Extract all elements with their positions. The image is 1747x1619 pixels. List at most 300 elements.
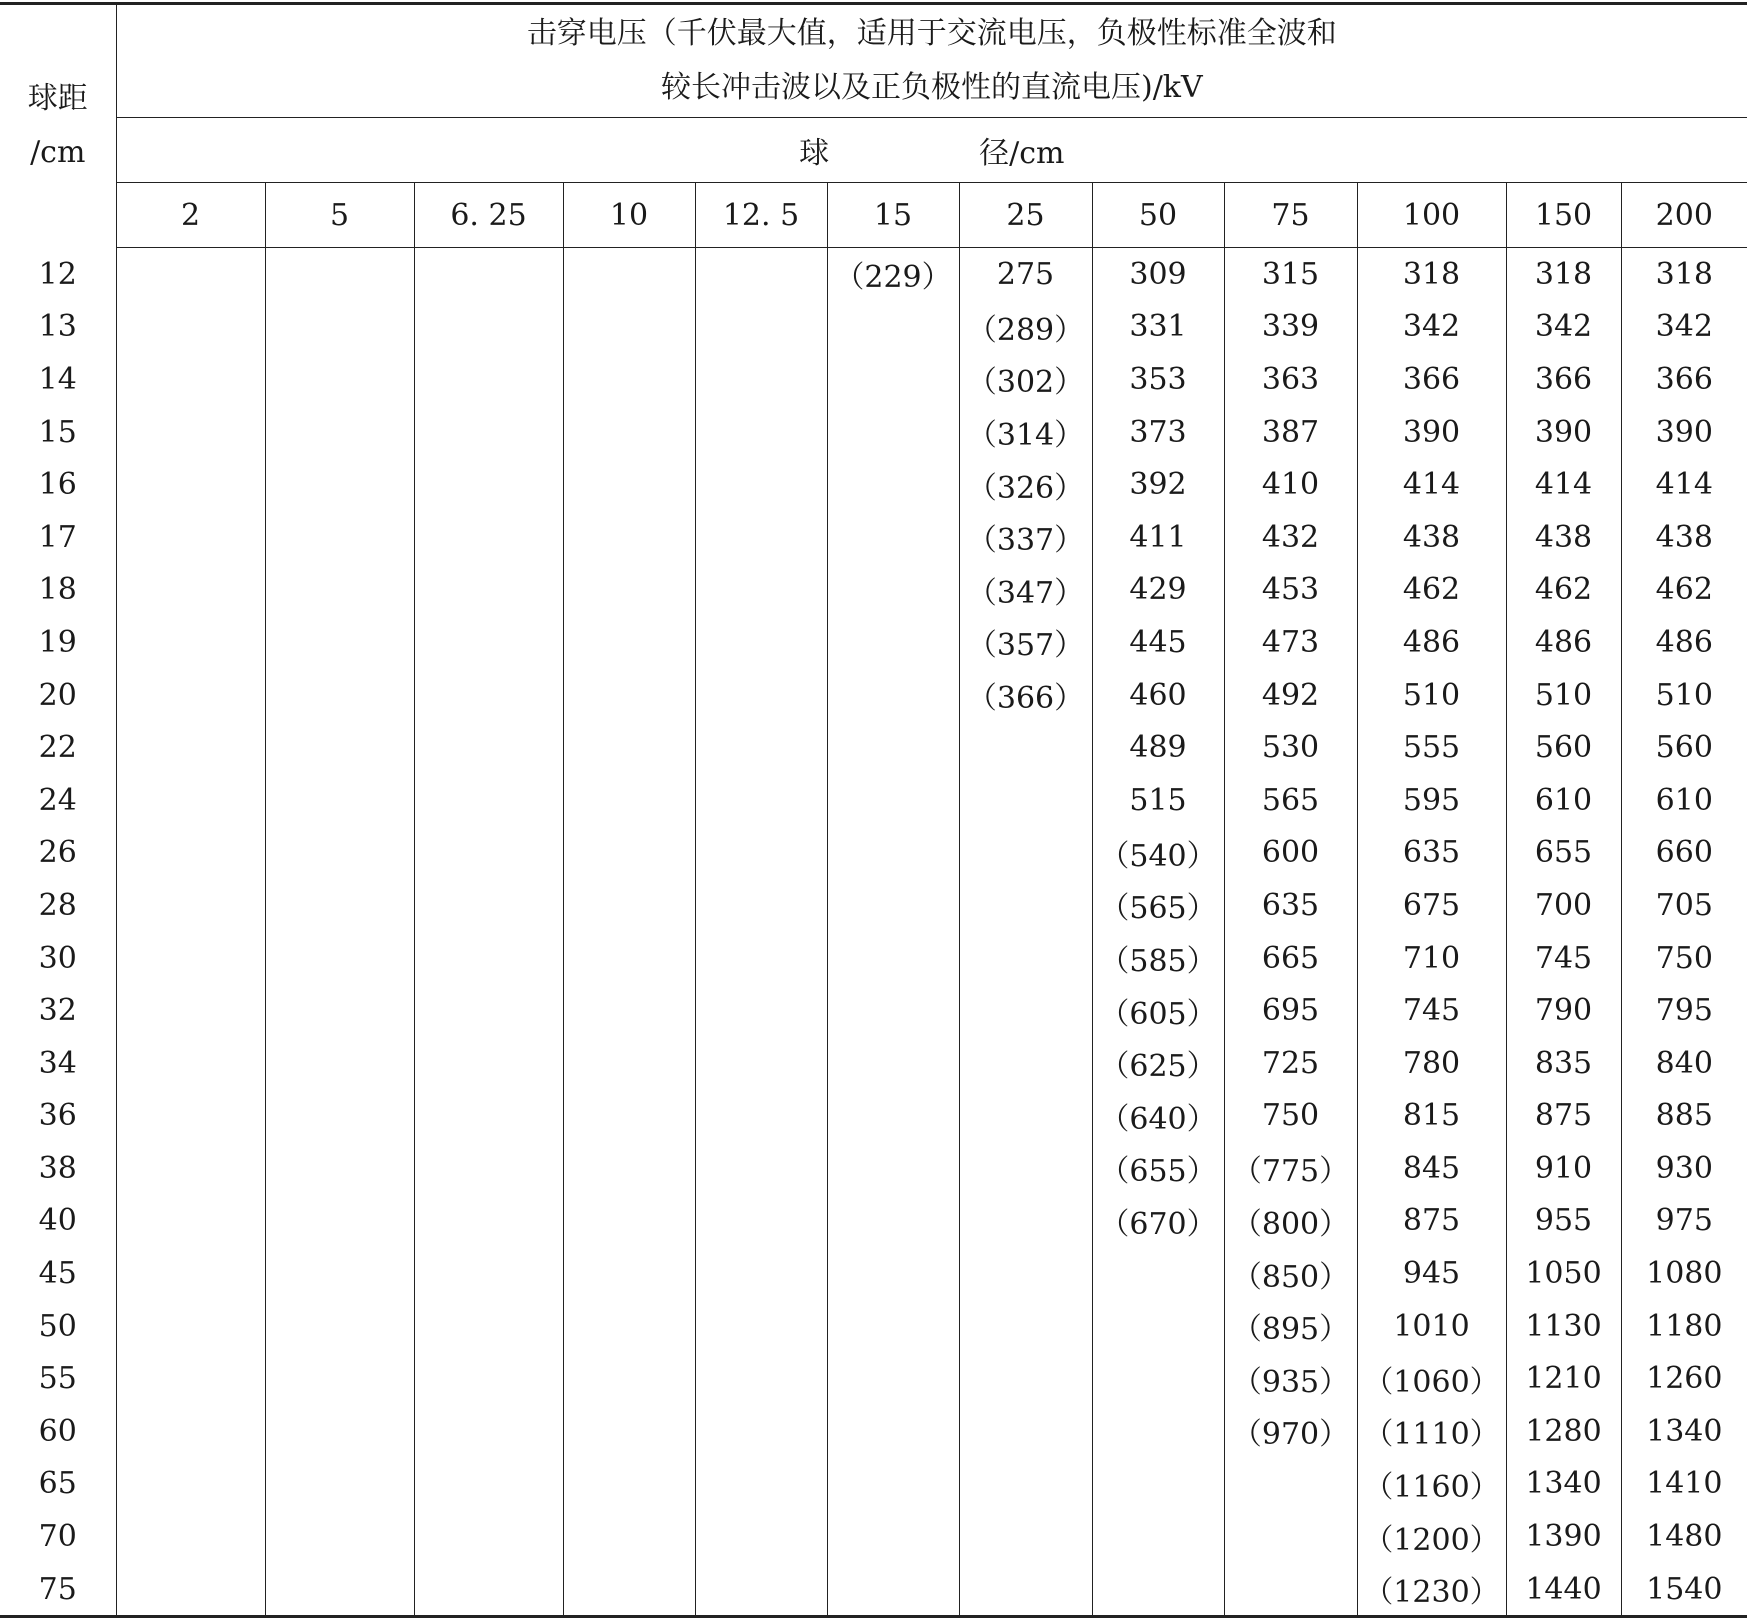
voltage-cell bbox=[414, 353, 563, 406]
voltage-title-line1: 击穿电压（千伏最大值，适用于交流电压，负极性标准全波和 bbox=[526, 16, 1337, 51]
voltage-cell: 414 bbox=[1506, 458, 1621, 511]
table-row bbox=[0, 721, 1747, 774]
voltage-cell bbox=[1092, 1510, 1224, 1563]
sphere-spacing-cell: 18 bbox=[38, 572, 77, 608]
voltage-cell: 510 bbox=[1357, 669, 1506, 722]
voltage-cell bbox=[695, 827, 827, 880]
voltage-cell: 745 bbox=[1357, 984, 1506, 1037]
voltage-cell: 339 bbox=[1224, 301, 1357, 354]
voltage-cell: （337） bbox=[959, 511, 1092, 564]
voltage-cell: 750 bbox=[1621, 932, 1747, 985]
diameter-header-cell: 5 bbox=[265, 183, 414, 248]
voltage-cell: （670） bbox=[1092, 1195, 1224, 1248]
voltage-cell bbox=[959, 1037, 1092, 1090]
voltage-cell: （935） bbox=[1224, 1352, 1357, 1405]
voltage-cell bbox=[563, 1247, 695, 1300]
voltage-cell: 390 bbox=[1506, 406, 1621, 459]
voltage-cell: （585） bbox=[1092, 932, 1224, 985]
voltage-cell: 342 bbox=[1506, 301, 1621, 354]
voltage-cell: 318 bbox=[1621, 248, 1747, 301]
voltage-cell: 438 bbox=[1621, 511, 1747, 564]
voltage-cell bbox=[827, 1458, 959, 1511]
voltage-cell: 975 bbox=[1621, 1195, 1747, 1248]
voltage-cell: 414 bbox=[1357, 458, 1506, 511]
voltage-cell bbox=[827, 564, 959, 617]
voltage-cell: 1390 bbox=[1506, 1510, 1621, 1563]
voltage-cell: 710 bbox=[1357, 932, 1506, 985]
voltage-cell bbox=[116, 774, 265, 827]
voltage-cell bbox=[265, 1352, 414, 1405]
voltage-cell bbox=[563, 406, 695, 459]
voltage-cell: 745 bbox=[1506, 932, 1621, 985]
voltage-cell bbox=[116, 932, 265, 985]
voltage-cell: 342 bbox=[1357, 301, 1506, 354]
voltage-cell: 875 bbox=[1357, 1195, 1506, 1248]
voltage-cell: 453 bbox=[1224, 564, 1357, 617]
table-row bbox=[0, 827, 1747, 880]
voltage-cell: 1480 bbox=[1621, 1510, 1747, 1563]
voltage-cell bbox=[563, 1300, 695, 1353]
voltage-cell bbox=[116, 616, 265, 669]
sphere-diameter-label-part1: 球 bbox=[799, 136, 830, 171]
sphere-spacing-cell: 15 bbox=[38, 414, 77, 450]
sphere-spacing-cell: 12 bbox=[38, 256, 77, 292]
voltage-cell: 885 bbox=[1621, 1090, 1747, 1143]
voltage-cell bbox=[959, 1405, 1092, 1458]
voltage-cell: （347） bbox=[959, 564, 1092, 617]
voltage-cell bbox=[414, 511, 563, 564]
voltage-cell: 318 bbox=[1357, 248, 1506, 301]
voltage-cell bbox=[695, 616, 827, 669]
voltage-cell bbox=[265, 458, 414, 511]
voltage-cell: 486 bbox=[1621, 616, 1747, 669]
voltage-cell bbox=[116, 1090, 265, 1143]
voltage-cell: 530 bbox=[1224, 721, 1357, 774]
voltage-cell bbox=[695, 1300, 827, 1353]
voltage-cell bbox=[959, 932, 1092, 985]
voltage-cell bbox=[265, 1142, 414, 1195]
voltage-cell bbox=[563, 932, 695, 985]
diameter-header-cell: 200 bbox=[1621, 183, 1747, 248]
sphere-spacing-unit: /cm bbox=[30, 135, 86, 171]
voltage-cell bbox=[414, 458, 563, 511]
table-row bbox=[0, 1458, 1747, 1511]
voltage-cell bbox=[827, 1142, 959, 1195]
voltage-cell: （1160） bbox=[1357, 1458, 1506, 1511]
voltage-cell: 390 bbox=[1357, 406, 1506, 459]
sphere-spacing-cell: 20 bbox=[38, 677, 77, 713]
voltage-cell bbox=[959, 1090, 1092, 1143]
voltage-cell bbox=[414, 1352, 563, 1405]
voltage-cell bbox=[116, 1142, 265, 1195]
voltage-cell bbox=[414, 1090, 563, 1143]
voltage-cell: （1060） bbox=[1357, 1352, 1506, 1405]
voltage-cell: 560 bbox=[1621, 721, 1747, 774]
sphere-spacing-cell: 26 bbox=[38, 835, 77, 871]
table-row bbox=[0, 1195, 1747, 1248]
voltage-cell bbox=[563, 827, 695, 880]
voltage-cell: 432 bbox=[1224, 511, 1357, 564]
voltage-cell: （895） bbox=[1224, 1300, 1357, 1353]
sphere-spacing-cell: 28 bbox=[38, 887, 77, 923]
table-row bbox=[0, 1352, 1747, 1405]
voltage-cell bbox=[827, 301, 959, 354]
voltage-cell: 429 bbox=[1092, 564, 1224, 617]
voltage-cell: （302） bbox=[959, 353, 1092, 406]
voltage-cell bbox=[116, 984, 265, 1037]
voltage-cell bbox=[695, 1405, 827, 1458]
voltage-cell bbox=[695, 1458, 827, 1511]
voltage-cell: 366 bbox=[1357, 353, 1506, 406]
voltage-cell: 815 bbox=[1357, 1090, 1506, 1143]
sphere-spacing-label: 球距 bbox=[27, 81, 88, 117]
voltage-cell: （326） bbox=[959, 458, 1092, 511]
voltage-cell bbox=[414, 984, 563, 1037]
voltage-cell bbox=[414, 721, 563, 774]
voltage-cell: 1050 bbox=[1506, 1247, 1621, 1300]
voltage-cell bbox=[695, 564, 827, 617]
voltage-cell bbox=[116, 1037, 265, 1090]
voltage-cell bbox=[959, 827, 1092, 880]
table-row bbox=[0, 1300, 1747, 1353]
voltage-cell bbox=[827, 1247, 959, 1300]
voltage-cell bbox=[959, 1247, 1092, 1300]
voltage-cell bbox=[116, 1195, 265, 1248]
voltage-cell: 565 bbox=[1224, 774, 1357, 827]
voltage-cell bbox=[265, 1405, 414, 1458]
voltage-cell: 795 bbox=[1621, 984, 1747, 1037]
table-row bbox=[0, 1037, 1747, 1090]
voltage-cell bbox=[959, 1352, 1092, 1405]
voltage-cell bbox=[1092, 1247, 1224, 1300]
diameter-header-cell: 25 bbox=[959, 183, 1092, 248]
voltage-cell: （655） bbox=[1092, 1142, 1224, 1195]
sphere-spacing-cell: 13 bbox=[38, 309, 77, 345]
voltage-cell: 560 bbox=[1506, 721, 1621, 774]
voltage-cell: 1260 bbox=[1621, 1352, 1747, 1405]
voltage-cell bbox=[414, 406, 563, 459]
voltage-cell bbox=[265, 511, 414, 564]
voltage-title-header bbox=[116, 4, 1747, 118]
breakdown-voltage-table bbox=[0, 2, 1747, 1618]
voltage-cell: 373 bbox=[1092, 406, 1224, 459]
sphere-spacing-cell: 36 bbox=[38, 1098, 77, 1134]
voltage-cell: （970） bbox=[1224, 1405, 1357, 1458]
voltage-cell bbox=[1224, 1510, 1357, 1563]
voltage-cell: （1110） bbox=[1357, 1405, 1506, 1458]
voltage-cell bbox=[1092, 1458, 1224, 1511]
voltage-cell bbox=[116, 248, 265, 301]
voltage-cell bbox=[827, 353, 959, 406]
sphere-spacing-cell: 22 bbox=[38, 730, 77, 766]
voltage-cell bbox=[695, 932, 827, 985]
voltage-cell bbox=[265, 1563, 414, 1617]
voltage-cell bbox=[1224, 1563, 1357, 1617]
voltage-cell: 1280 bbox=[1506, 1405, 1621, 1458]
voltage-cell: 390 bbox=[1621, 406, 1747, 459]
sphere-spacing-cell: 55 bbox=[38, 1361, 77, 1397]
voltage-cell bbox=[563, 774, 695, 827]
table-row bbox=[0, 616, 1747, 669]
voltage-cell bbox=[827, 1405, 959, 1458]
voltage-cell bbox=[695, 721, 827, 774]
voltage-cell bbox=[116, 1405, 265, 1458]
voltage-cell bbox=[116, 669, 265, 722]
voltage-cell bbox=[414, 1037, 563, 1090]
voltage-cell bbox=[959, 1195, 1092, 1248]
voltage-cell bbox=[959, 1458, 1092, 1511]
voltage-cell bbox=[1092, 1352, 1224, 1405]
voltage-cell: 955 bbox=[1506, 1195, 1621, 1248]
sphere-spacing-cell: 16 bbox=[38, 467, 77, 503]
voltage-cell: 1340 bbox=[1621, 1405, 1747, 1458]
table-row bbox=[0, 564, 1747, 617]
voltage-cell bbox=[827, 616, 959, 669]
voltage-cell bbox=[265, 1247, 414, 1300]
diameter-header-cell: 6. 25 bbox=[414, 183, 563, 248]
voltage-cell: 945 bbox=[1357, 1247, 1506, 1300]
voltage-cell bbox=[959, 721, 1092, 774]
voltage-cell: 725 bbox=[1224, 1037, 1357, 1090]
voltage-cell bbox=[414, 1195, 563, 1248]
voltage-cell bbox=[827, 1300, 959, 1353]
voltage-cell bbox=[695, 511, 827, 564]
voltage-cell bbox=[265, 1510, 414, 1563]
voltage-cell: 460 bbox=[1092, 669, 1224, 722]
voltage-cell: 473 bbox=[1224, 616, 1357, 669]
sphere-spacing-cell: 65 bbox=[38, 1466, 77, 1502]
voltage-cell bbox=[414, 1300, 563, 1353]
voltage-cell bbox=[827, 984, 959, 1037]
voltage-cell: 655 bbox=[1506, 827, 1621, 880]
voltage-cell bbox=[414, 616, 563, 669]
voltage-cell: 366 bbox=[1506, 353, 1621, 406]
voltage-cell bbox=[414, 1458, 563, 1511]
sphere-spacing-cell: 32 bbox=[38, 993, 77, 1029]
voltage-cell: 363 bbox=[1224, 353, 1357, 406]
sphere-spacing-cell: 38 bbox=[38, 1150, 77, 1186]
voltage-cell bbox=[563, 1405, 695, 1458]
sphere-spacing-cell: 14 bbox=[38, 361, 77, 397]
table-row bbox=[0, 984, 1747, 1037]
voltage-cell bbox=[265, 616, 414, 669]
table-row bbox=[0, 458, 1747, 511]
voltage-cell bbox=[827, 932, 959, 985]
voltage-cell bbox=[695, 669, 827, 722]
voltage-cell: 600 bbox=[1224, 827, 1357, 880]
voltage-cell bbox=[414, 1405, 563, 1458]
voltage-cell bbox=[563, 511, 695, 564]
voltage-cell bbox=[414, 1510, 563, 1563]
voltage-cell bbox=[265, 932, 414, 985]
voltage-cell bbox=[414, 1563, 563, 1617]
table-body bbox=[0, 248, 1747, 1617]
voltage-cell bbox=[695, 879, 827, 932]
voltage-cell bbox=[827, 1090, 959, 1143]
voltage-cell: 410 bbox=[1224, 458, 1357, 511]
voltage-cell: （775） bbox=[1224, 1142, 1357, 1195]
diameter-header-cell: 10 bbox=[563, 183, 695, 248]
voltage-cell bbox=[563, 879, 695, 932]
voltage-cell bbox=[265, 1090, 414, 1143]
voltage-cell bbox=[959, 879, 1092, 932]
voltage-cell bbox=[563, 1195, 695, 1248]
voltage-cell bbox=[265, 406, 414, 459]
voltage-cell bbox=[827, 458, 959, 511]
voltage-cell bbox=[116, 1458, 265, 1511]
voltage-cell bbox=[265, 774, 414, 827]
voltage-cell bbox=[827, 774, 959, 827]
voltage-cell: 1080 bbox=[1621, 1247, 1747, 1300]
voltage-cell: 445 bbox=[1092, 616, 1224, 669]
voltage-cell bbox=[265, 564, 414, 617]
voltage-cell: 635 bbox=[1224, 879, 1357, 932]
table-row bbox=[0, 1090, 1747, 1143]
voltage-cell bbox=[827, 511, 959, 564]
voltage-cell bbox=[1224, 1458, 1357, 1511]
voltage-cell bbox=[695, 1142, 827, 1195]
voltage-cell bbox=[959, 774, 1092, 827]
voltage-cell bbox=[116, 406, 265, 459]
voltage-cell: 910 bbox=[1506, 1142, 1621, 1195]
voltage-cell: （850） bbox=[1224, 1247, 1357, 1300]
sphere-spacing-cell: 34 bbox=[38, 1045, 77, 1081]
voltage-cell bbox=[827, 669, 959, 722]
voltage-cell: 595 bbox=[1357, 774, 1506, 827]
sphere-diameter-header bbox=[116, 118, 1747, 183]
voltage-cell bbox=[827, 1352, 959, 1405]
voltage-cell: 1540 bbox=[1621, 1563, 1747, 1617]
voltage-cell bbox=[563, 1142, 695, 1195]
voltage-cell bbox=[116, 353, 265, 406]
voltage-cell bbox=[695, 1037, 827, 1090]
voltage-cell: 700 bbox=[1506, 879, 1621, 932]
voltage-cell: （640） bbox=[1092, 1090, 1224, 1143]
voltage-cell bbox=[695, 774, 827, 827]
voltage-cell bbox=[116, 827, 265, 880]
voltage-cell bbox=[265, 1037, 414, 1090]
voltage-cell bbox=[563, 1563, 695, 1617]
voltage-cell: 387 bbox=[1224, 406, 1357, 459]
voltage-cell: 555 bbox=[1357, 721, 1506, 774]
voltage-cell bbox=[563, 353, 695, 406]
voltage-cell: 705 bbox=[1621, 879, 1747, 932]
voltage-cell: 790 bbox=[1506, 984, 1621, 1037]
table-row bbox=[0, 248, 1747, 301]
voltage-cell: 675 bbox=[1357, 879, 1506, 932]
sphere-spacing-cell: 75 bbox=[0, 1563, 116, 1617]
voltage-cell bbox=[695, 1247, 827, 1300]
diameter-header-cell: 12. 5 bbox=[695, 183, 827, 248]
voltage-cell bbox=[414, 301, 563, 354]
voltage-cell bbox=[414, 669, 563, 722]
voltage-cell: 515 bbox=[1092, 774, 1224, 827]
voltage-cell bbox=[827, 827, 959, 880]
voltage-cell bbox=[695, 1195, 827, 1248]
voltage-cell: 315 bbox=[1224, 248, 1357, 301]
table-row bbox=[0, 774, 1747, 827]
voltage-cell bbox=[116, 564, 265, 617]
voltage-cell bbox=[563, 458, 695, 511]
voltage-cell bbox=[563, 1458, 695, 1511]
voltage-cell: 486 bbox=[1357, 616, 1506, 669]
voltage-cell: 275 bbox=[959, 248, 1092, 301]
voltage-cell: （289） bbox=[959, 301, 1092, 354]
voltage-cell bbox=[563, 301, 695, 354]
voltage-cell bbox=[414, 564, 563, 617]
voltage-cell: 835 bbox=[1506, 1037, 1621, 1090]
sphere-spacing-cell: 19 bbox=[38, 624, 77, 660]
sphere-spacing-cell: 30 bbox=[38, 940, 77, 976]
voltage-cell: 610 bbox=[1621, 774, 1747, 827]
voltage-cell: 492 bbox=[1224, 669, 1357, 722]
voltage-cell: 845 bbox=[1357, 1142, 1506, 1195]
voltage-cell: 438 bbox=[1506, 511, 1621, 564]
voltage-cell bbox=[827, 1563, 959, 1617]
voltage-cell: 438 bbox=[1357, 511, 1506, 564]
table-row bbox=[0, 932, 1747, 985]
sphere-spacing-cell: 40 bbox=[38, 1203, 77, 1239]
voltage-cell bbox=[116, 1247, 265, 1300]
voltage-cell: 411 bbox=[1092, 511, 1224, 564]
voltage-cell bbox=[116, 879, 265, 932]
table-row bbox=[0, 1510, 1747, 1563]
voltage-cell bbox=[265, 669, 414, 722]
voltage-cell: （540） bbox=[1092, 827, 1224, 880]
voltage-cell bbox=[827, 1510, 959, 1563]
sphere-spacing-cell: 70 bbox=[38, 1519, 77, 1555]
voltage-cell bbox=[563, 669, 695, 722]
voltage-cell: 414 bbox=[1621, 458, 1747, 511]
voltage-cell: 780 bbox=[1357, 1037, 1506, 1090]
voltage-cell bbox=[116, 301, 265, 354]
voltage-cell bbox=[959, 1142, 1092, 1195]
voltage-cell: 635 bbox=[1357, 827, 1506, 880]
voltage-cell bbox=[695, 984, 827, 1037]
voltage-cell bbox=[116, 1300, 265, 1353]
voltage-cell: 1340 bbox=[1506, 1458, 1621, 1511]
voltage-cell bbox=[827, 721, 959, 774]
voltage-cell bbox=[265, 1195, 414, 1248]
voltage-cell bbox=[563, 984, 695, 1037]
sphere-spacing-cell: 60 bbox=[38, 1413, 77, 1449]
voltage-cell: 342 bbox=[1621, 301, 1747, 354]
voltage-cell bbox=[959, 1563, 1092, 1617]
voltage-cell: 510 bbox=[1506, 669, 1621, 722]
voltage-cell: （357） bbox=[959, 616, 1092, 669]
voltage-cell: 462 bbox=[1357, 564, 1506, 617]
voltage-cell bbox=[959, 984, 1092, 1037]
voltage-cell bbox=[563, 248, 695, 301]
voltage-cell bbox=[695, 1090, 827, 1143]
voltage-cell bbox=[414, 932, 563, 985]
voltage-cell: 1440 bbox=[1506, 1563, 1621, 1617]
table-row bbox=[0, 879, 1747, 932]
table-row bbox=[0, 301, 1747, 354]
sphere-diameter-label-part2: 径/cm bbox=[979, 136, 1065, 171]
voltage-cell: （565） bbox=[1092, 879, 1224, 932]
voltage-cell bbox=[116, 1563, 265, 1617]
voltage-cell: 840 bbox=[1621, 1037, 1747, 1090]
voltage-cell: （800） bbox=[1224, 1195, 1357, 1248]
voltage-cell: 1410 bbox=[1621, 1458, 1747, 1511]
diameter-values-row bbox=[0, 183, 1747, 248]
sphere-spacing-cell: 45 bbox=[38, 1256, 77, 1292]
voltage-cell bbox=[414, 1142, 563, 1195]
voltage-cell bbox=[116, 511, 265, 564]
table-row bbox=[0, 1405, 1747, 1458]
voltage-cell: 1210 bbox=[1506, 1352, 1621, 1405]
